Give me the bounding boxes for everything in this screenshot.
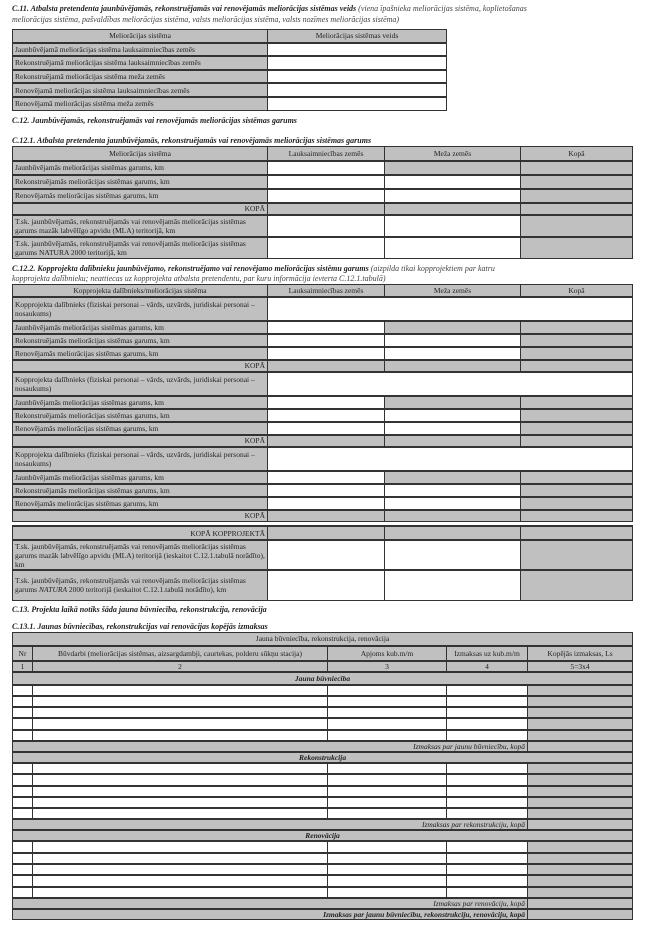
input-cell[interactable] bbox=[328, 853, 447, 864]
input-cell[interactable] bbox=[447, 718, 528, 729]
c12-title: C.12. Jaunbūvējamās, rekonstruējamās vai renovējamās meliorācijas sistēmas garums bbox=[12, 116, 297, 125]
input-cell[interactable] bbox=[328, 730, 447, 741]
table-row bbox=[13, 215, 633, 237]
input-cell[interactable] bbox=[268, 321, 385, 334]
section-title: Jauna būvniecība bbox=[13, 672, 633, 685]
c11-table bbox=[12, 29, 447, 111]
shaded-cell bbox=[521, 334, 633, 347]
label-cell: Renovējamā meliorācijas sistēma lauksaimniecības zemēs bbox=[13, 83, 268, 97]
input-cell[interactable] bbox=[447, 808, 528, 819]
column-header: Apjoms kub.m/m bbox=[328, 646, 447, 661]
label-cell: Renovējamās meliorācijas sistēmas garums, km bbox=[13, 189, 268, 203]
label-cell: Renovējamās meliorācijas sistēmas garums, km bbox=[13, 497, 268, 510]
table-row bbox=[13, 297, 633, 321]
label-cell: Jaunbūvējamās meliorācijas sistēmas garums, km bbox=[13, 161, 268, 175]
label-cell: T.sk. jaunbūvējamās, rekonstruējamās vai renovējamās meliorācijas sistēmas garums mazāk labvēlīgo apvidu (MLA) teritorijā, km bbox=[13, 215, 268, 237]
natura-text-end: 2000 teritorijā (ieskaitot C.12.1.tabulā norādīto), km bbox=[67, 585, 227, 595]
column-number: 5=3x4 bbox=[528, 661, 633, 672]
shaded-cell bbox=[528, 887, 633, 898]
shaded-cell bbox=[528, 841, 633, 852]
shaded-cell bbox=[521, 360, 633, 372]
table-row bbox=[13, 672, 633, 685]
input-cell[interactable] bbox=[268, 484, 385, 497]
input-cell[interactable] bbox=[385, 497, 521, 510]
input-cell[interactable] bbox=[13, 808, 33, 819]
column-number: 4 bbox=[447, 661, 528, 672]
shaded-cell bbox=[521, 484, 633, 497]
shaded-cell bbox=[385, 510, 521, 522]
shaded-cell bbox=[385, 321, 521, 334]
input-cell[interactable] bbox=[13, 718, 33, 729]
input-cell[interactable] bbox=[33, 875, 328, 886]
table-row bbox=[13, 161, 633, 175]
table-row bbox=[13, 887, 633, 898]
table-row bbox=[13, 347, 633, 360]
subtotal-label: Izmaksas par jaunu būvniecību, kopā bbox=[13, 741, 528, 752]
table-row bbox=[13, 372, 633, 396]
input-cell[interactable] bbox=[268, 83, 447, 97]
shaded-cell bbox=[521, 347, 633, 360]
input-cell[interactable] bbox=[33, 696, 328, 707]
participant-label: Kopprojekta dalībnieks (fiziskai personai – vārds, uzvārds, juridiskai personai – nosaukums) bbox=[13, 372, 268, 396]
table-row bbox=[13, 830, 633, 841]
table-row bbox=[13, 819, 633, 830]
table-row bbox=[13, 752, 633, 763]
input-cell[interactable] bbox=[13, 864, 33, 875]
table-row bbox=[13, 70, 447, 84]
total-label: KOPĀ bbox=[13, 510, 268, 522]
column-header: Nr bbox=[13, 646, 33, 661]
shaded-cell bbox=[521, 161, 633, 175]
input-cell[interactable] bbox=[328, 875, 447, 886]
label-cell: Rekonstruējamās meliorācijas sistēmas garums, km bbox=[13, 334, 268, 347]
table-row bbox=[13, 175, 633, 189]
table-row bbox=[13, 189, 633, 203]
table-row bbox=[13, 497, 633, 510]
input-cell[interactable] bbox=[268, 570, 385, 600]
input-cell[interactable] bbox=[13, 853, 33, 864]
label-cell: Rekonstruējamās meliorācijas sistēmas garums, km bbox=[13, 409, 268, 422]
input-cell[interactable] bbox=[268, 334, 385, 347]
input-cell[interactable] bbox=[13, 730, 33, 741]
column-header: Kopā bbox=[521, 285, 633, 297]
table-row bbox=[13, 484, 633, 497]
shaded-cell bbox=[521, 497, 633, 510]
input-cell[interactable] bbox=[385, 570, 521, 600]
c122-note: (aizpilda tikai kopprojektiem par katru bbox=[370, 264, 495, 273]
shaded-cell bbox=[528, 730, 633, 741]
input-cell[interactable] bbox=[447, 730, 528, 741]
table-row bbox=[13, 526, 633, 540]
input-cell[interactable] bbox=[268, 97, 447, 111]
input-cell[interactable] bbox=[268, 43, 447, 57]
table-row bbox=[13, 661, 633, 672]
c11-heading bbox=[12, 4, 527, 13]
input-cell[interactable] bbox=[385, 409, 521, 422]
participant-label: Kopprojekta dalībnieks (fiziskai personai – vārds, uzvārds, juridiskai personai – nosaukums) bbox=[13, 447, 268, 471]
shaded-cell bbox=[521, 471, 633, 484]
shaded-cell bbox=[528, 707, 633, 718]
c131-table bbox=[12, 632, 633, 920]
shaded-cell bbox=[385, 203, 521, 215]
input-cell[interactable] bbox=[268, 161, 385, 175]
table-row bbox=[13, 864, 633, 875]
input-cell[interactable] bbox=[33, 707, 328, 718]
table-row bbox=[13, 334, 633, 347]
c11-title: C.11. Atbalsta pretendenta jaunbūvējamās, rekonstruējamās vai renovējamās meliorācijas sistēmas veids bbox=[12, 4, 357, 13]
section-title: Renovācija bbox=[13, 830, 633, 841]
table-row bbox=[13, 510, 633, 522]
shaded-cell bbox=[528, 875, 633, 886]
c121-heading bbox=[12, 136, 371, 145]
shaded-cell bbox=[528, 909, 633, 920]
shaded-cell bbox=[528, 853, 633, 864]
table-row bbox=[13, 786, 633, 797]
subtotal-label: Izmaksas par rekonstrukciju, kopā bbox=[13, 819, 528, 830]
input-cell[interactable] bbox=[328, 786, 447, 797]
table-row bbox=[13, 396, 633, 409]
column-header: Būvdarbi (meliorācijas sistēmas, aizsargdambji, caurtekas, polderu sūkņu stacija) bbox=[33, 646, 328, 661]
input-cell[interactable] bbox=[13, 763, 33, 774]
input-cell[interactable] bbox=[268, 70, 447, 84]
input-cell[interactable] bbox=[268, 347, 385, 360]
column-number: 1 bbox=[13, 661, 33, 672]
input-cell[interactable] bbox=[328, 685, 447, 696]
input-cell[interactable] bbox=[447, 685, 528, 696]
section-title: Rekonstrukcija bbox=[13, 752, 633, 763]
subtotal-label: Izmaksas par renovāciju, kopā bbox=[13, 898, 528, 909]
table-row bbox=[13, 147, 633, 161]
label-cell: Jaunbūvējamā meliorācijas sistēma lauksaimniecības zemēs bbox=[13, 43, 268, 57]
input-cell[interactable] bbox=[13, 887, 33, 898]
input-cell[interactable] bbox=[447, 841, 528, 852]
natura-emphasis: NATURA bbox=[38, 585, 68, 595]
column-header: Meliorācijas sistēmas veids bbox=[268, 30, 447, 43]
shaded-cell bbox=[385, 435, 521, 447]
c11-note-line2: meliorācijas sistēma, pašvaldības meliorācijas sistēma, valsts meliorācijas sistēma, valsts nozīmes meliorācijas sistēma) bbox=[12, 15, 400, 24]
label-cell: Rekonstruējamā meliorācijas sistēma lauksaimniecības zemēs bbox=[13, 56, 268, 70]
c122-note-line2: kopprojekta dalībnieku; neattiecas uz kopprojekta atbalsta pretendentu, par kuru informācija ievterta C.12.1.tabulā) bbox=[12, 274, 386, 283]
table-row bbox=[13, 409, 633, 422]
table-row bbox=[13, 808, 633, 819]
column-header: Meža zemēs bbox=[385, 285, 521, 297]
input-cell[interactable] bbox=[33, 763, 328, 774]
table-row bbox=[13, 203, 633, 215]
input-cell[interactable] bbox=[328, 841, 447, 852]
table-row bbox=[13, 685, 633, 696]
label-cell: Rekonstruējamās meliorācijas sistēmas garums, km bbox=[13, 175, 268, 189]
participant-name-input[interactable] bbox=[268, 297, 633, 321]
shaded-cell bbox=[528, 898, 633, 909]
input-cell[interactable] bbox=[13, 841, 33, 852]
column-header: Meliorācijas sistēma bbox=[13, 30, 268, 43]
table-row bbox=[13, 633, 633, 646]
input-cell[interactable] bbox=[268, 237, 385, 259]
label-cell: Renovējamās meliorācijas sistēmas garums, km bbox=[13, 422, 268, 435]
input-cell[interactable] bbox=[268, 471, 385, 484]
shaded-cell bbox=[528, 786, 633, 797]
input-cell[interactable] bbox=[33, 853, 328, 864]
input-cell[interactable] bbox=[447, 707, 528, 718]
c122-heading bbox=[12, 264, 495, 273]
table-row bbox=[13, 841, 633, 852]
shaded-cell bbox=[521, 422, 633, 435]
input-cell[interactable] bbox=[33, 841, 328, 852]
table-row bbox=[13, 898, 633, 909]
input-cell[interactable] bbox=[33, 718, 328, 729]
column-header: Kopējās izmaksas, Ls bbox=[528, 646, 633, 661]
label-cell: T.sk. jaunbūvējamās, rekonstruējamās vai renovējamās meliorācijas sistēmas garums mazāk labvēlīgo apvidu (MLA) teritorijā (ieskaitot C.12.1.tabulā norādīto), km bbox=[13, 540, 268, 570]
input-cell[interactable] bbox=[33, 864, 328, 875]
input-cell[interactable] bbox=[385, 484, 521, 497]
input-cell[interactable] bbox=[447, 853, 528, 864]
participant-label: Kopprojekta dalībnieks (fiziskai personai – vārds, uzvārds, juridiskai personai – nosaukums) bbox=[13, 297, 268, 321]
shaded-cell bbox=[268, 526, 385, 540]
input-cell[interactable] bbox=[385, 215, 521, 237]
table-row bbox=[13, 56, 447, 70]
input-cell[interactable] bbox=[385, 347, 521, 360]
shaded-cell bbox=[521, 510, 633, 522]
column-number: 2 bbox=[33, 661, 328, 672]
participant-name-input[interactable] bbox=[268, 447, 633, 471]
c13-title: C.13. Projekta laikā notiks šāda jauna būvniecība, rekonstrukcija, renovācija bbox=[12, 605, 267, 614]
c121-table bbox=[12, 146, 633, 259]
column-number: 3 bbox=[328, 661, 447, 672]
input-cell[interactable] bbox=[447, 864, 528, 875]
shaded-cell bbox=[528, 808, 633, 819]
input-cell[interactable] bbox=[13, 685, 33, 696]
c121-title: C.12.1. Atbalsta pretendenta jaunbūvējamās, rekonstruējamās vai renovējamās meliorācijas sistēmas garums bbox=[12, 136, 372, 145]
column-header: Kopprojekta dalībnieks/meliorācijas sistēma bbox=[13, 285, 268, 297]
input-cell[interactable] bbox=[268, 540, 385, 570]
table-row bbox=[13, 797, 633, 808]
shaded-cell bbox=[521, 203, 633, 215]
shaded-cell bbox=[521, 435, 633, 447]
input-cell[interactable] bbox=[328, 718, 447, 729]
input-cell[interactable] bbox=[268, 422, 385, 435]
shaded-cell bbox=[528, 696, 633, 707]
shaded-cell bbox=[385, 526, 521, 540]
input-cell[interactable] bbox=[13, 875, 33, 886]
shaded-cell bbox=[521, 540, 633, 570]
label-cell: Jaunbūvējamās meliorācijas sistēmas garums, km bbox=[13, 396, 268, 409]
grand-total-label: Izmaksas par jaunu būvniecību, rekonstrukciju, renovāciju, kopā bbox=[13, 909, 528, 920]
table-row bbox=[13, 447, 633, 471]
input-cell[interactable] bbox=[33, 685, 328, 696]
shaded-cell bbox=[521, 215, 633, 237]
shaded-cell bbox=[385, 161, 521, 175]
input-cell[interactable] bbox=[328, 887, 447, 898]
input-cell[interactable] bbox=[385, 189, 521, 203]
input-cell[interactable] bbox=[13, 774, 33, 785]
shaded-cell bbox=[385, 471, 521, 484]
label-cell: Renovējamā meliorācijas sistēma meža zemēs bbox=[13, 97, 268, 111]
shaded-cell bbox=[528, 774, 633, 785]
label-cell: Renovējamās meliorācijas sistēmas garums, km bbox=[13, 347, 268, 360]
shaded-cell bbox=[528, 685, 633, 696]
table-row bbox=[13, 435, 633, 447]
shaded-cell bbox=[521, 409, 633, 422]
table-row bbox=[13, 909, 633, 920]
shaded-cell bbox=[521, 237, 633, 259]
c122-table bbox=[12, 284, 633, 601]
input-cell[interactable] bbox=[268, 189, 385, 203]
shaded-cell bbox=[528, 718, 633, 729]
input-cell[interactable] bbox=[33, 786, 328, 797]
input-cell[interactable] bbox=[33, 730, 328, 741]
input-cell[interactable] bbox=[447, 797, 528, 808]
shaded-cell bbox=[268, 510, 385, 522]
input-cell[interactable] bbox=[268, 215, 385, 237]
input-cell[interactable] bbox=[328, 763, 447, 774]
c11-note: (viena īpašnieka meliorācijas sistēma, koplietošanas bbox=[358, 4, 527, 13]
participant-name-input[interactable] bbox=[268, 372, 633, 396]
shaded-cell bbox=[268, 435, 385, 447]
shaded-cell bbox=[521, 189, 633, 203]
table-row bbox=[13, 30, 447, 43]
column-header: Lauksaimniecības zemēs bbox=[268, 285, 385, 297]
shaded-cell bbox=[528, 819, 633, 830]
table-row bbox=[13, 43, 447, 57]
table-row bbox=[13, 707, 633, 718]
table-row bbox=[13, 321, 633, 334]
input-cell[interactable] bbox=[385, 334, 521, 347]
input-cell[interactable] bbox=[268, 409, 385, 422]
input-cell[interactable] bbox=[33, 808, 328, 819]
label-cell: Jaunbūvējamās meliorācijas sistēmas garums, km bbox=[13, 321, 268, 334]
input-cell[interactable] bbox=[447, 786, 528, 797]
input-cell[interactable] bbox=[328, 696, 447, 707]
input-cell[interactable] bbox=[33, 887, 328, 898]
table-row bbox=[13, 83, 447, 97]
table-row bbox=[13, 763, 633, 774]
column-header: Meža zemēs bbox=[385, 147, 521, 161]
shaded-cell bbox=[528, 864, 633, 875]
label-cell: Jaunbūvējamās meliorācijas sistēmas garums, km bbox=[13, 471, 268, 484]
input-cell[interactable] bbox=[328, 864, 447, 875]
shaded-cell bbox=[385, 396, 521, 409]
column-header: Lauksaimniecības zemēs bbox=[268, 147, 385, 161]
shaded-cell bbox=[528, 763, 633, 774]
shaded-cell bbox=[521, 321, 633, 334]
column-header: Meliorācijas sistēma bbox=[13, 147, 268, 161]
input-cell[interactable] bbox=[385, 422, 521, 435]
input-cell[interactable] bbox=[13, 797, 33, 808]
input-cell[interactable] bbox=[385, 175, 521, 189]
table-row bbox=[13, 570, 633, 600]
shaded-cell bbox=[385, 360, 521, 372]
c131-title: C.13.1. Jaunas būvniecības, rekonstrukcijas vai renovācijas kopējās izmaksas bbox=[12, 622, 268, 631]
c131-heading bbox=[12, 622, 268, 631]
input-cell[interactable] bbox=[328, 797, 447, 808]
label-cell: T.sk. jaunbūvējamās, rekonstruējamās vai renovējamās meliorācijas sistēmas garums NATURA 2000 teritorijā, km bbox=[13, 237, 268, 259]
table-row bbox=[13, 853, 633, 864]
input-cell[interactable] bbox=[447, 887, 528, 898]
table-row bbox=[13, 730, 633, 741]
c122-title: C.12.2. Kopprojekta dalībnieku jaunbūvējamo, rekonstruējamo vai renovējamo meliorācijas sistēmu garums bbox=[12, 264, 369, 273]
table-row bbox=[13, 97, 447, 111]
table-row bbox=[13, 696, 633, 707]
c13-heading bbox=[12, 605, 267, 614]
table-row bbox=[13, 285, 633, 297]
natura-text: T.sk. jaunbūvējamās, rekonstruējamās vai renovējamās meliorācijas sistēmas garums bbox=[15, 576, 246, 595]
column-header: Kopā bbox=[521, 147, 633, 161]
table-row bbox=[13, 237, 633, 259]
label-cell: Rekonstruējamās meliorācijas sistēmas garums, km bbox=[13, 484, 268, 497]
input-cell[interactable] bbox=[447, 763, 528, 774]
table-row bbox=[13, 540, 633, 570]
label-cell: Rekonstruējamā meliorācijas sistēma meža zemēs bbox=[13, 70, 268, 84]
input-cell[interactable] bbox=[447, 875, 528, 886]
shaded-cell bbox=[521, 396, 633, 409]
table-row bbox=[13, 360, 633, 372]
shaded-cell bbox=[528, 797, 633, 808]
total-label: KOPĀ bbox=[13, 435, 268, 447]
shaded-cell bbox=[268, 360, 385, 372]
c12-heading bbox=[12, 116, 297, 125]
column-header: Izmaksas uz kub.m/m bbox=[447, 646, 528, 661]
group-header: Jauna būvniecība, rekonstrukcija, renovācija bbox=[13, 633, 633, 646]
table-row bbox=[13, 774, 633, 785]
table-row bbox=[13, 741, 633, 752]
input-cell[interactable] bbox=[447, 774, 528, 785]
input-cell[interactable] bbox=[268, 497, 385, 510]
input-cell[interactable] bbox=[33, 797, 328, 808]
table-row bbox=[13, 646, 633, 661]
shaded-cell bbox=[521, 526, 633, 540]
input-cell[interactable] bbox=[33, 774, 328, 785]
project-total-label: KOPĀ KOPPROJEKTĀ bbox=[13, 526, 268, 540]
input-cell[interactable] bbox=[385, 237, 521, 259]
input-cell[interactable] bbox=[13, 707, 33, 718]
shaded-cell bbox=[521, 570, 633, 600]
input-cell[interactable] bbox=[328, 707, 447, 718]
shaded-cell bbox=[528, 741, 633, 752]
input-cell[interactable] bbox=[13, 786, 33, 797]
input-cell[interactable] bbox=[385, 540, 521, 570]
shaded-cell bbox=[268, 203, 385, 215]
input-cell[interactable] bbox=[328, 774, 447, 785]
input-cell[interactable] bbox=[268, 175, 385, 189]
input-cell[interactable] bbox=[13, 696, 33, 707]
shaded-cell bbox=[521, 175, 633, 189]
input-cell[interactable] bbox=[447, 696, 528, 707]
label-cell bbox=[13, 570, 268, 600]
total-label: KOPĀ bbox=[13, 203, 268, 215]
input-cell[interactable] bbox=[268, 56, 447, 70]
input-cell[interactable] bbox=[268, 396, 385, 409]
table-row bbox=[13, 875, 633, 886]
table-row bbox=[13, 471, 633, 484]
table-row bbox=[13, 422, 633, 435]
table-row bbox=[13, 718, 633, 729]
total-label: KOPĀ bbox=[13, 360, 268, 372]
input-cell[interactable] bbox=[328, 808, 447, 819]
